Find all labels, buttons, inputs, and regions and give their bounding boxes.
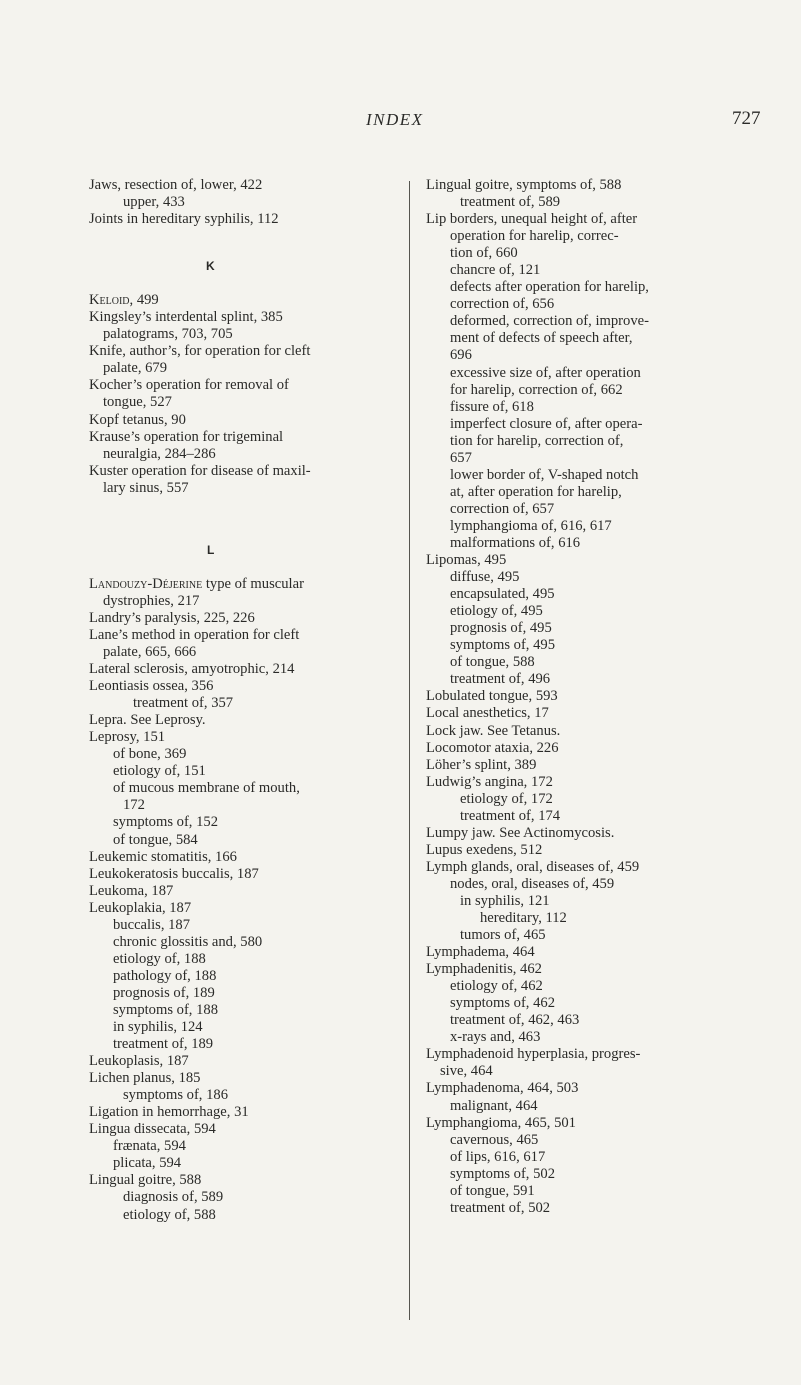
index-entry: prognosis of, 189 — [113, 984, 215, 1001]
index-entry: Lingual goitre, 588 — [89, 1172, 202, 1189]
index-entry: symptoms of, 462 — [450, 995, 555, 1012]
index-entry: Leprosy, 151 — [89, 729, 166, 746]
index-entry: in syphilis, 124 — [113, 1019, 203, 1036]
index-entry: of lips, 616, 617 — [450, 1148, 546, 1165]
index-entry: etiology of, 151 — [113, 763, 206, 780]
index-entry: cavernous, 465 — [450, 1131, 539, 1148]
index-entry: for harelip, correction of, 662 — [450, 381, 623, 398]
index-entry: frænata, 594 — [113, 1138, 186, 1155]
index-entry: symptoms of, 502 — [450, 1165, 555, 1182]
index-entry: palate, 665, 666 — [103, 643, 197, 660]
index-entry: encapsulated, 495 — [450, 586, 555, 603]
index-entry: chancre of, 121 — [450, 262, 541, 279]
index-entry: Local anesthetics, 17 — [426, 705, 549, 722]
index-entry: Leukoplakia, 187 — [89, 899, 192, 916]
index-entry: dystrophies, 217 — [103, 592, 200, 609]
entries-l — [89, 576, 401, 1224]
index-entry: Lip borders, unequal height of, after — [426, 211, 638, 228]
index-entry: Leukemic stomatitis, 166 — [89, 848, 237, 865]
entry-heading-smallcaps: Landouzy-Déjerine — [89, 575, 203, 592]
left-column — [89, 177, 401, 1224]
index-entry: Landry’s paralysis, 225, 226 — [89, 609, 255, 626]
index-entry: buccalis, 187 — [113, 916, 191, 933]
index-entry: of tongue, 584 — [113, 831, 198, 848]
index-entry: 657 — [450, 449, 472, 466]
index-entry: upper, 433 — [123, 194, 185, 211]
index-entry: 696 — [450, 347, 472, 364]
section-letter-l: L — [207, 542, 215, 557]
index-entry: excessive size of, after operation — [450, 364, 641, 381]
index-entry: hereditary, 112 — [480, 910, 567, 927]
index-entry: imperfect closure of, after opera- — [450, 415, 643, 432]
index-entry: palatograms, 703, 705 — [103, 326, 233, 343]
index-entry: ment of defects of speech after, — [450, 330, 633, 347]
index-entry: Lepra. See Leprosy. — [89, 712, 206, 729]
index-entry: Lobulated tongue, 593 — [426, 688, 558, 705]
index-entry: correction of, 657 — [450, 500, 555, 517]
index-entry: Knife, author’s, for operation for cleft — [89, 343, 311, 360]
index-entry: treatment of, 496 — [450, 671, 551, 688]
index-entry: symptoms of, 495 — [450, 637, 555, 654]
index-entry: Lock jaw. See Tetanus. — [426, 722, 561, 739]
index-entry: Lymphadenoid hyperplasia, progres- — [426, 1046, 641, 1063]
index-entry: chronic glossitis and, 580 — [113, 933, 263, 950]
index-entry: x-rays and, 463 — [450, 1029, 541, 1046]
index-entry: Jaws, resection of, lower, 422 — [89, 177, 263, 193]
page-title: INDEX — [366, 110, 424, 129]
index-entry: Kocher’s operation for removal of — [89, 377, 289, 394]
index-entry: neuralgia, 284–286 — [103, 445, 216, 462]
index-entry: Lymphangioma, 465, 501 — [426, 1114, 576, 1131]
index-entry: symptoms of, 188 — [113, 1001, 218, 1018]
index-entry: malignant, 464 — [450, 1097, 538, 1114]
index-entry: Kopf tetanus, 90 — [89, 411, 186, 428]
index-entry: malformations of, 616 — [450, 534, 581, 551]
index-entry: at, after operation for harelip, — [450, 483, 622, 500]
index-entry: pathology of, 188 — [113, 967, 217, 984]
index-entry: Lumpy jaw. See Actinomycosis. — [426, 824, 615, 841]
index-entry: tongue, 527 — [103, 394, 172, 411]
index-entry: diagnosis of, 589 — [123, 1189, 224, 1206]
index-entry: defects after operation for harelip, — [450, 279, 649, 296]
index-entry: treatment of, 174 — [460, 807, 561, 824]
index-entry: Lymphadenoma, 464, 503 — [426, 1080, 579, 1097]
index-entry: etiology of, 188 — [113, 950, 206, 967]
index-entry: Krause’s operation for trigeminal — [89, 428, 284, 445]
index-entry: lary sinus, 557 — [103, 479, 189, 496]
index-entry: of mucous membrane of mouth, — [113, 780, 300, 797]
index-entry: Lymphadenitis, 462 — [426, 961, 542, 978]
index-entry: Ludwig’s angina, 172 — [426, 773, 553, 790]
index-entry: etiology of, 172 — [460, 790, 553, 807]
index-entry: Joints in hereditary syphilis, 112 — [89, 211, 279, 228]
index-entry: nodes, oral, diseases of, 459 — [450, 875, 615, 892]
index-entry: tion of, 660 — [450, 245, 518, 262]
index-entry: etiology of, 588 — [123, 1206, 216, 1223]
index-entry: of tongue, 588 — [450, 654, 535, 671]
index-entry: Leukoplasis, 187 — [89, 1053, 189, 1070]
index-entry: deformed, correction of, improve- — [450, 313, 649, 330]
entries-j — [89, 177, 401, 228]
index-entry: treatment of, 189 — [113, 1036, 214, 1053]
index-entry: in syphilis, 121 — [460, 892, 550, 909]
index-entry: Leukokeratosis buccalis, 187 — [89, 865, 259, 882]
index-entry: fissure of, 618 — [450, 398, 534, 415]
index-entry: Lingual goitre, symptoms of, 588 — [426, 177, 622, 193]
index-entry: Lane’s method in operation for cleft — [89, 626, 300, 643]
index-entry: Ligation in hemorrhage, 31 — [89, 1104, 249, 1121]
index-entry: diffuse, 495 — [450, 569, 520, 586]
index-entry: Lymph glands, oral, diseases of, 459 — [426, 858, 640, 875]
index-entry: treatment of, 502 — [450, 1199, 551, 1216]
entry-text: type of muscular — [202, 575, 304, 592]
index-entry: lower border of, V-shaped notch — [450, 466, 639, 483]
index-entry: treatment of, 589 — [460, 194, 561, 211]
index-entry: operation for harelip, correc- — [450, 228, 619, 245]
index-entry: Lymphadema, 464 — [426, 944, 535, 961]
index-entry: tion for harelip, correction of, — [450, 432, 624, 449]
index-entry: Kuster operation for disease of maxil- — [89, 462, 311, 479]
index-entry: plicata, 594 — [113, 1155, 182, 1172]
index-entry: Leukoma, 187 — [89, 882, 174, 899]
index-entry: symptoms of, 152 — [113, 814, 218, 831]
index-entry: treatment of, 357 — [133, 695, 234, 712]
section-letter-k: K — [206, 259, 215, 274]
right-column — [426, 177, 732, 1217]
index-entry — [89, 576, 401, 593]
index-entry: tumors of, 465 — [460, 927, 546, 944]
index-entry: Locomotor ataxia, 226 — [426, 739, 559, 756]
index-entry: Lipomas, 495 — [426, 552, 507, 569]
index-entry: Löher’s splint, 389 — [426, 756, 537, 773]
index-entry: 172 — [123, 797, 145, 814]
index-entry: etiology of, 495 — [450, 603, 543, 620]
entries-k — [89, 292, 401, 497]
index-entry: Lateral sclerosis, amyotrophic, 214 — [89, 661, 295, 678]
index-entry: etiology of, 462 — [450, 978, 543, 995]
page-header — [0, 96, 801, 136]
index-entry: Lingua dissecata, 594 — [89, 1121, 216, 1138]
index-entry: of bone, 369 — [113, 746, 187, 763]
index-entry: correction of, 656 — [450, 296, 555, 313]
index-entry: treatment of, 462, 463 — [450, 1012, 580, 1029]
index-entry: palate, 679 — [103, 360, 168, 377]
entries-right — [426, 177, 732, 1217]
index-entry: lymphangioma of, 616, 617 — [450, 517, 612, 534]
index-entry: symptoms of, 186 — [123, 1087, 228, 1104]
index-entry: Lupus exedens, 512 — [426, 841, 543, 858]
index-entry: of tongue, 591 — [450, 1182, 535, 1199]
index-entry: sive, 464 — [440, 1063, 493, 1080]
column-divider — [409, 181, 410, 1320]
page-number: 727 — [732, 108, 761, 129]
index-entry: Kingsley’s interdental splint, 385 — [89, 309, 283, 326]
index-entry: prognosis of, 495 — [450, 620, 552, 637]
index-entry: Leontiasis ossea, 356 — [89, 678, 214, 695]
index-entry: Lichen planus, 185 — [89, 1070, 201, 1087]
index-entry: Keloid, 499 — [89, 292, 159, 309]
